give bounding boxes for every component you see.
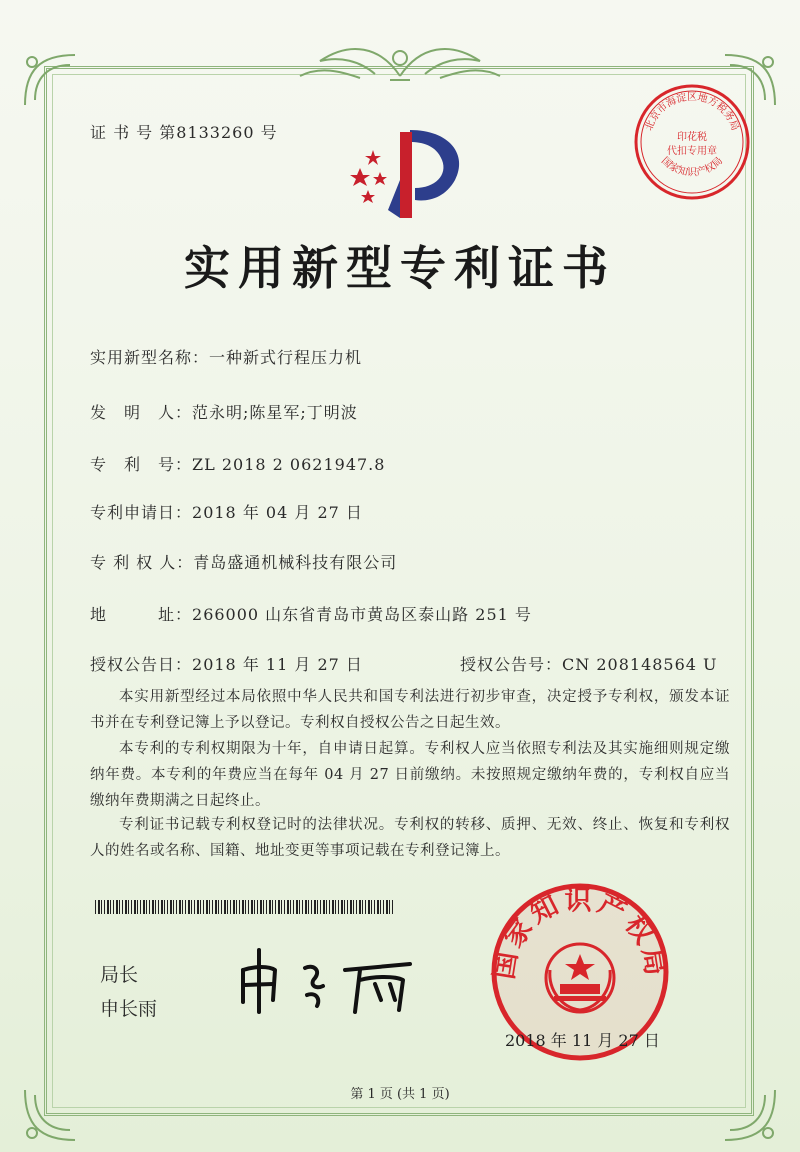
- certificate-title: 实用新型专利证书: [184, 241, 616, 295]
- field-inventor: [90, 400, 358, 423]
- field-grant-date: [90, 652, 363, 675]
- field-label: 授权公告号：: [460, 655, 563, 674]
- field-value: 一种新式行程压力机: [209, 348, 363, 367]
- field-address: [90, 602, 532, 625]
- svg-text:国家知识产权局: [659, 155, 725, 179]
- cnipa-logo: [340, 120, 470, 225]
- field-value: 青岛盛通机械科技有限公司: [193, 553, 398, 572]
- tax-stamp-inner-text-2: 代扣专用章: [667, 146, 717, 157]
- field-patent-number: [90, 452, 385, 475]
- body-paragraph-1: 本实用新型经过本局依照中华人民共和国专利法进行初步审查，决定授予专利权，颁发本证书并在专利登记簿上予以登记。专利权自授权公告之日起生效。: [90, 689, 730, 731]
- field-label: 专 利 号：: [90, 455, 193, 474]
- tax-stamp-inner-text-1: 印花税: [677, 132, 707, 143]
- field-value: 范永明;陈星军;丁明波: [192, 403, 358, 422]
- field-utility-model-name: [90, 345, 362, 368]
- field-value: CN 208148564 U: [562, 655, 718, 674]
- field-value: 2018 年 11 月 27 日: [192, 655, 363, 674]
- seal-date: 2018 年 11 月 27 日: [505, 1031, 660, 1050]
- barcode: [95, 900, 395, 914]
- field-label: 专利申请日：: [90, 503, 193, 522]
- field-grant-number: [460, 652, 718, 675]
- tax-stamp: [632, 82, 752, 202]
- body-paragraph-2: 本专利的专利权期限为十年，自申请日起算。专利权人应当依照专利法及其实施细则规定缴纳年费。本专利的年费应当在每年 04 月 27 日前缴纳。未按照规定缴纳年费的，专利权自应当缴纳年费期满之日起终止。: [90, 741, 730, 809]
- signatory-name: 申长雨: [100, 998, 158, 1020]
- corner-ornament-top-left: [20, 50, 80, 110]
- field-value: 2018 年 04 月 27 日: [192, 503, 363, 522]
- body-paragraph-3: 专利证书记载专利权登记时的法律状况。专利权的转移、质押、无效、终止、恢复和专利权人的姓名或名称、国籍、地址变更等事项记载在专利登记簿上。: [90, 817, 730, 859]
- field-label: 授权公告日：: [90, 655, 193, 674]
- tax-stamp-bottom-text: 国家知识产权局: [658, 155, 726, 179]
- field-value: ZL 2018 2 0621947.8: [192, 455, 386, 474]
- seal-text: 国家知识产权局: [488, 885, 672, 982]
- field-label: 发 明 人：: [90, 403, 193, 422]
- signatory-title: 局长: [100, 964, 139, 986]
- page-number: 第 1 页 (共 1 页): [350, 1087, 450, 1102]
- handwritten-signature: [225, 940, 425, 1020]
- field-label: 专 利 权 人：: [90, 553, 194, 572]
- field-value: 266000 山东省青岛市黄岛区泰山路 251 号: [192, 605, 532, 624]
- field-patentee: [90, 550, 397, 573]
- field-label: 实用新型名称：: [90, 348, 210, 367]
- certificate-number: 证 书 号 第8133260 号: [90, 123, 278, 142]
- top-ornament: [280, 36, 520, 86]
- field-application-date: [90, 500, 363, 523]
- field-label: 地 址：: [90, 605, 193, 624]
- tax-stamp-outer-text: 北京市海淀区地方税务局: [643, 92, 741, 133]
